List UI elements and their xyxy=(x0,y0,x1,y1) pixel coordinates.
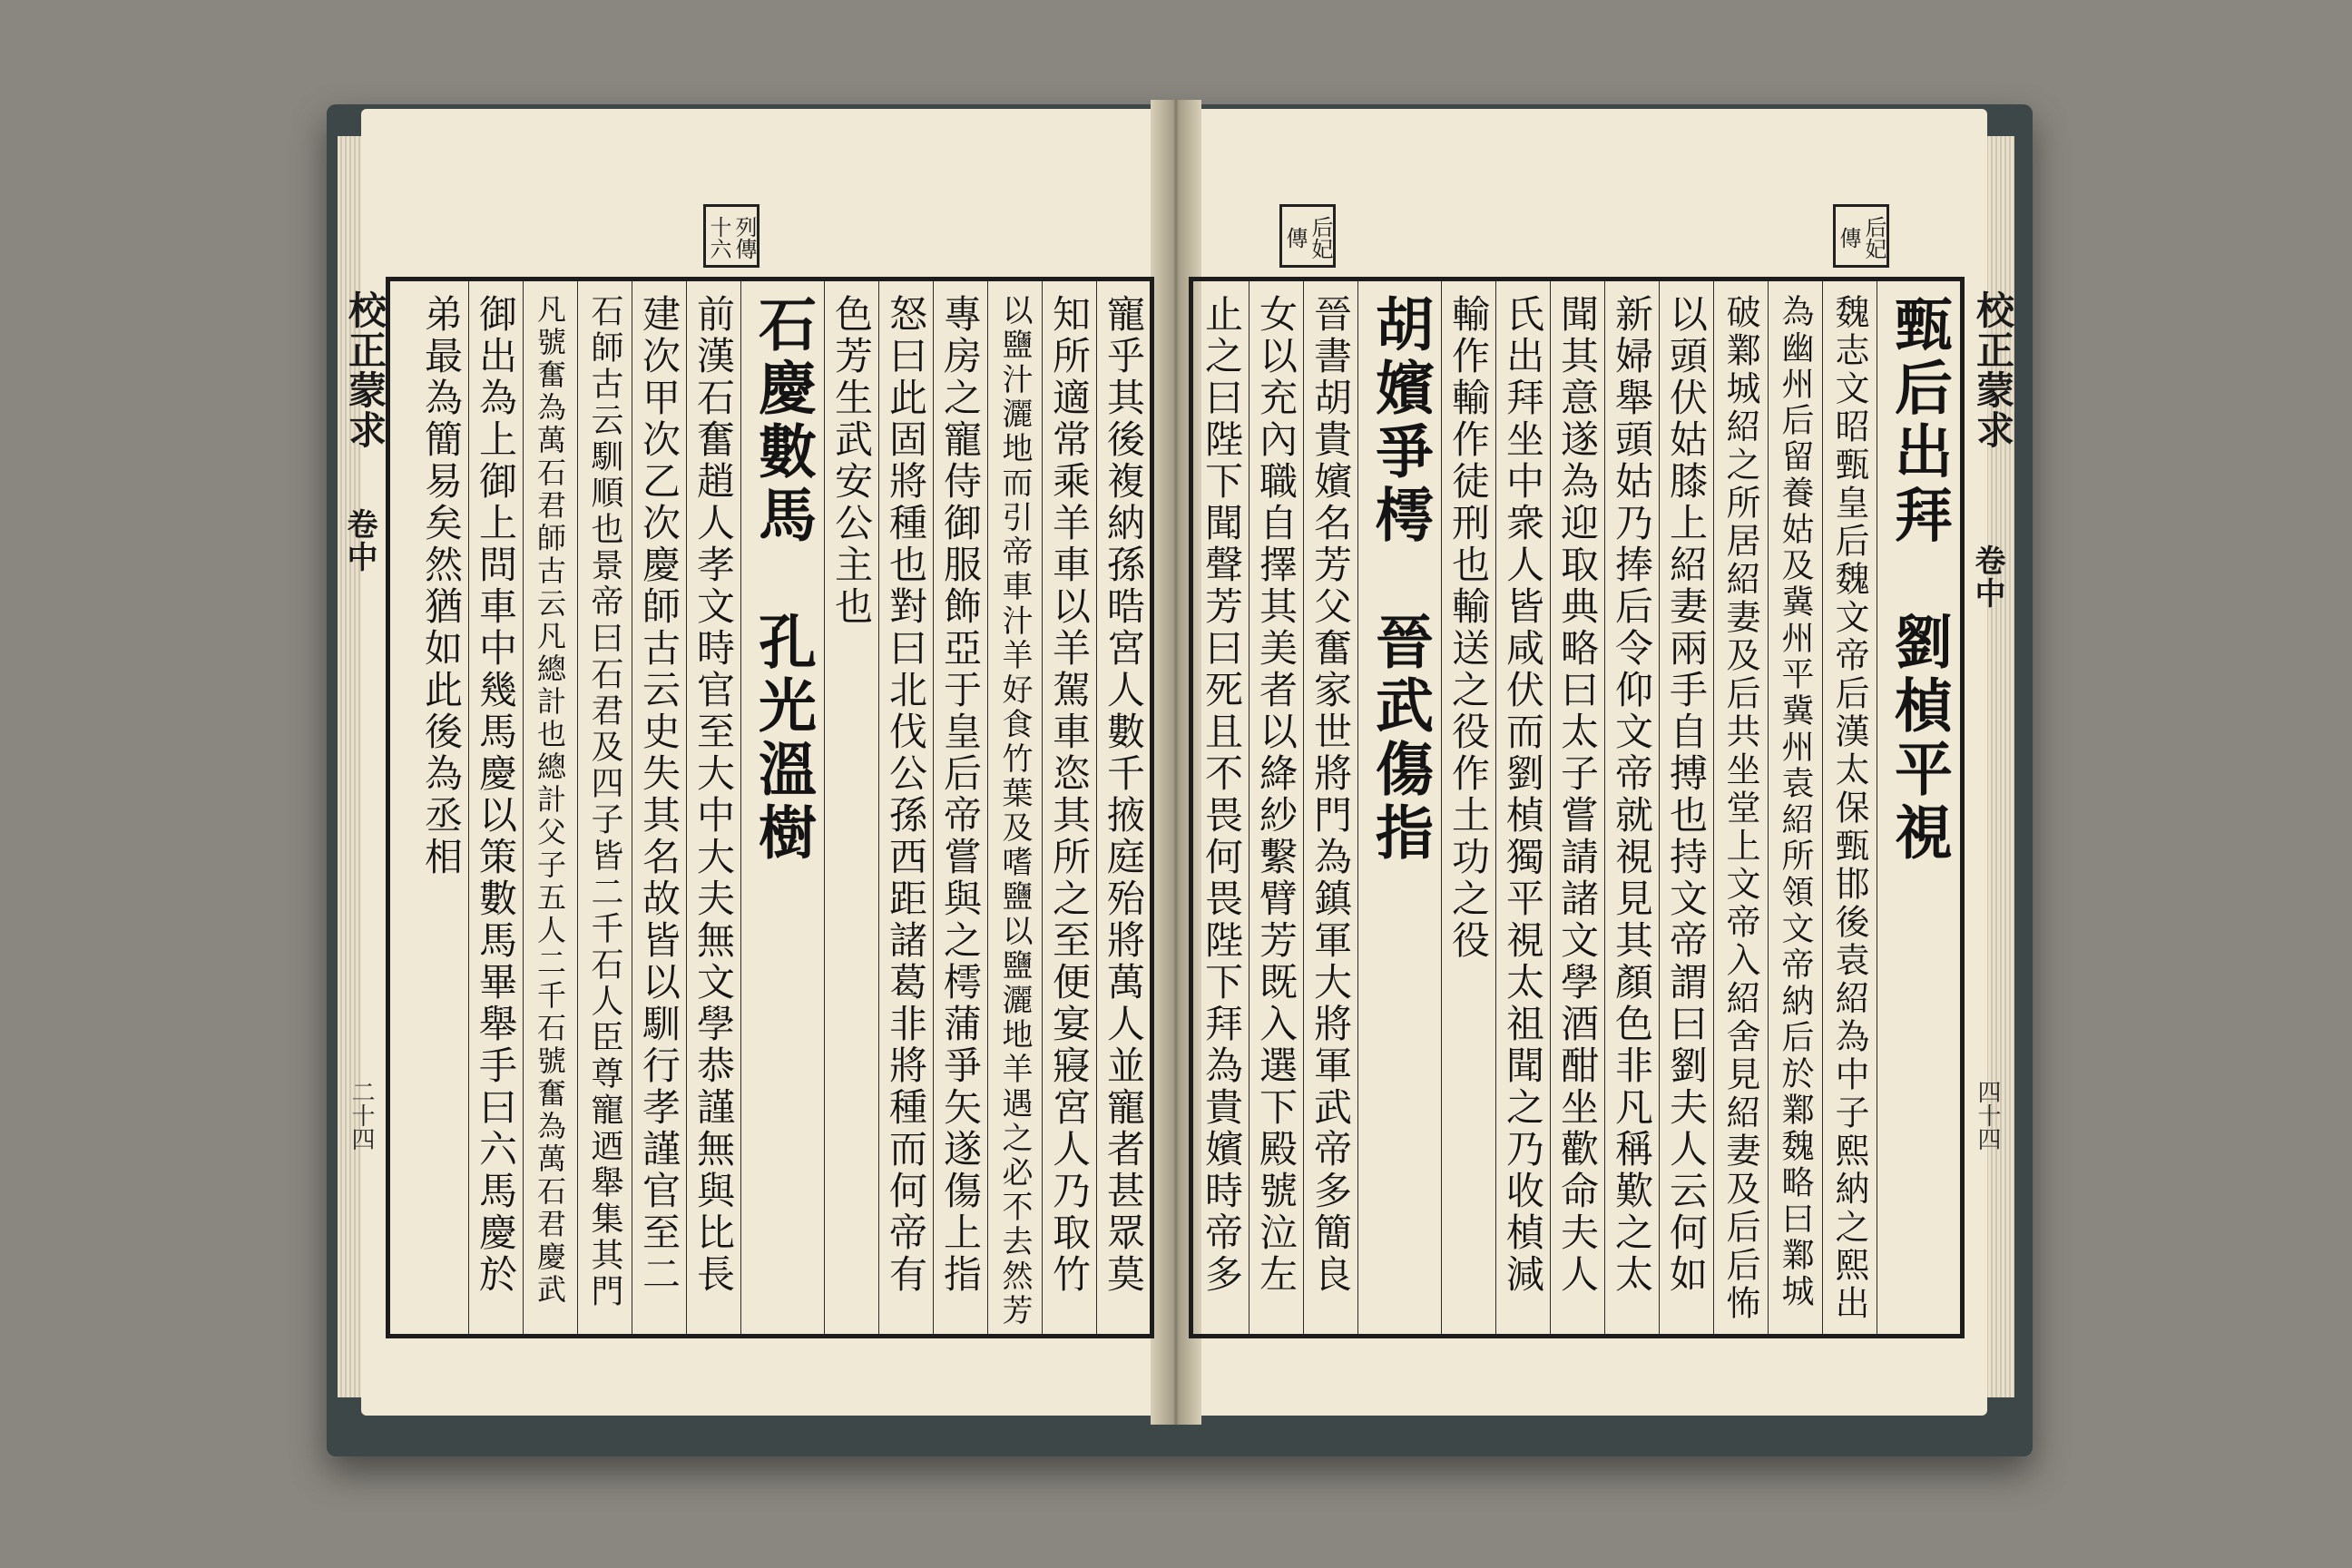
section-heading xyxy=(1877,281,1960,1334)
text-column: 止之曰陛下聞聲芳曰死且不畏何畏陛下拜為貴嬪時帝多 xyxy=(1200,294,1244,1296)
text-column: 專房之寵侍御服飾亞于皇后帝嘗與之樗蒲爭矢遂傷上指 xyxy=(933,281,987,1334)
text-column: 晉書胡貴嬪名芳父奮家世將門為鎮軍大將軍武帝多簡良 xyxy=(1303,281,1357,1334)
text-column: 御出為上御上問車中幾馬慶以策數馬畢舉手曰六馬慶於 xyxy=(468,281,523,1334)
text-column: 輸作輸作徒刑也輸送之役作土功之役 xyxy=(1441,281,1495,1334)
text-column: 破鄴城紹之所居紹妻及后共坐堂上文帝入紹舍見紹妻及后后怖 xyxy=(1713,281,1768,1334)
text-column: 聞其意遂為迎取典略曰太子嘗請諸文學酒酣坐歡命夫人 xyxy=(1550,281,1604,1334)
right-side-title: 校正蒙求 xyxy=(1971,290,2015,450)
right-page-tab-b: 后妃傳 xyxy=(1833,204,1889,268)
left-side-title: 校正蒙求 xyxy=(343,290,387,450)
heading-title: 胡嬪爭樗 xyxy=(1366,294,1434,548)
text-column: 新婦舉頭姑乃捧后令仰文帝就視見其顏色非凡稱歎之太 xyxy=(1604,281,1659,1334)
text-column: 魏志文昭甄皇后魏文帝后漢太保甄邯後袁紹為中子熙納之熙出 xyxy=(1822,281,1877,1334)
text-column: 女以充內職自擇其美者以絳紗繫臂芳既入選下殿號泣左 xyxy=(1249,281,1303,1334)
section-heading xyxy=(740,281,824,1334)
text-column: 知所適常乘羊車以羊駕車恣其所之至便宴寢宮人乃取竹 xyxy=(1042,281,1096,1334)
heading-subtitle: 劉楨平視 xyxy=(1885,612,1953,866)
left-side-volume: 卷中 xyxy=(341,508,377,573)
text-column: 石師古云馴順也景帝曰石君及四子皆二千石人臣尊寵迺舉集其門 xyxy=(577,281,632,1334)
heading-title: 甄后出拜 xyxy=(1885,294,1953,548)
text-column: 建次甲次乙次慶師古云史失其名故皆以馴行孝謹官至二 xyxy=(632,281,686,1334)
text-column: 弟最為簡易矣然猶如此後為丞相 xyxy=(419,294,464,878)
text-column: 怒曰此固將種也對曰北伐公孫西距諸葛非將種而何帝有 xyxy=(878,281,933,1334)
right-page-number: 四十四 xyxy=(1974,1080,2001,1151)
text-column: 寵乎其後複納孫晧宮人數千掖庭殆將萬人並寵者甚眾莫 xyxy=(1096,281,1151,1334)
right-page-tab-a: 后妃傳 xyxy=(1279,204,1336,268)
text-column: 凡號奮為萬石君師古云凡總計也總計父子五人二千石號奮為萬石君慶武 xyxy=(523,281,577,1334)
text-column: 為幽州后留養姑及冀州平冀州袁紹所領文帝納后於鄴魏略曰鄴城 xyxy=(1768,281,1822,1334)
heading-subtitle: 孔光溫樹 xyxy=(749,612,817,866)
heading-title: 石慶數馬 xyxy=(749,294,817,548)
heading-subtitle: 晉武傷指 xyxy=(1366,612,1434,866)
left-page-tab: 列傳十六 xyxy=(703,204,760,268)
text-column: 以鹽汁灑地而引帝車汁羊好食竹葉及嗜鹽以鹽灑地羊遇之必不去然芳 xyxy=(987,281,1042,1334)
left-page-number: 二十四 xyxy=(348,1080,375,1151)
section-heading xyxy=(1357,281,1441,1334)
text-column: 前漢石奮趙人孝文時官至大中大夫無文學恭謹無與比長 xyxy=(686,281,740,1334)
right-text-columns xyxy=(1193,281,1960,1334)
text-column: 色芳生武安公主也 xyxy=(824,281,878,1334)
right-side-volume: 卷中 xyxy=(1969,544,2005,610)
text-column: 氏出拜坐中衆人皆咸伏而劉楨獨平視太祖聞之乃收楨減 xyxy=(1495,281,1550,1334)
text-column: 以頭伏姑膝上紹妻兩手自搏也持文帝謂曰劉夫人云何如 xyxy=(1659,281,1713,1334)
left-text-columns xyxy=(390,281,1151,1334)
